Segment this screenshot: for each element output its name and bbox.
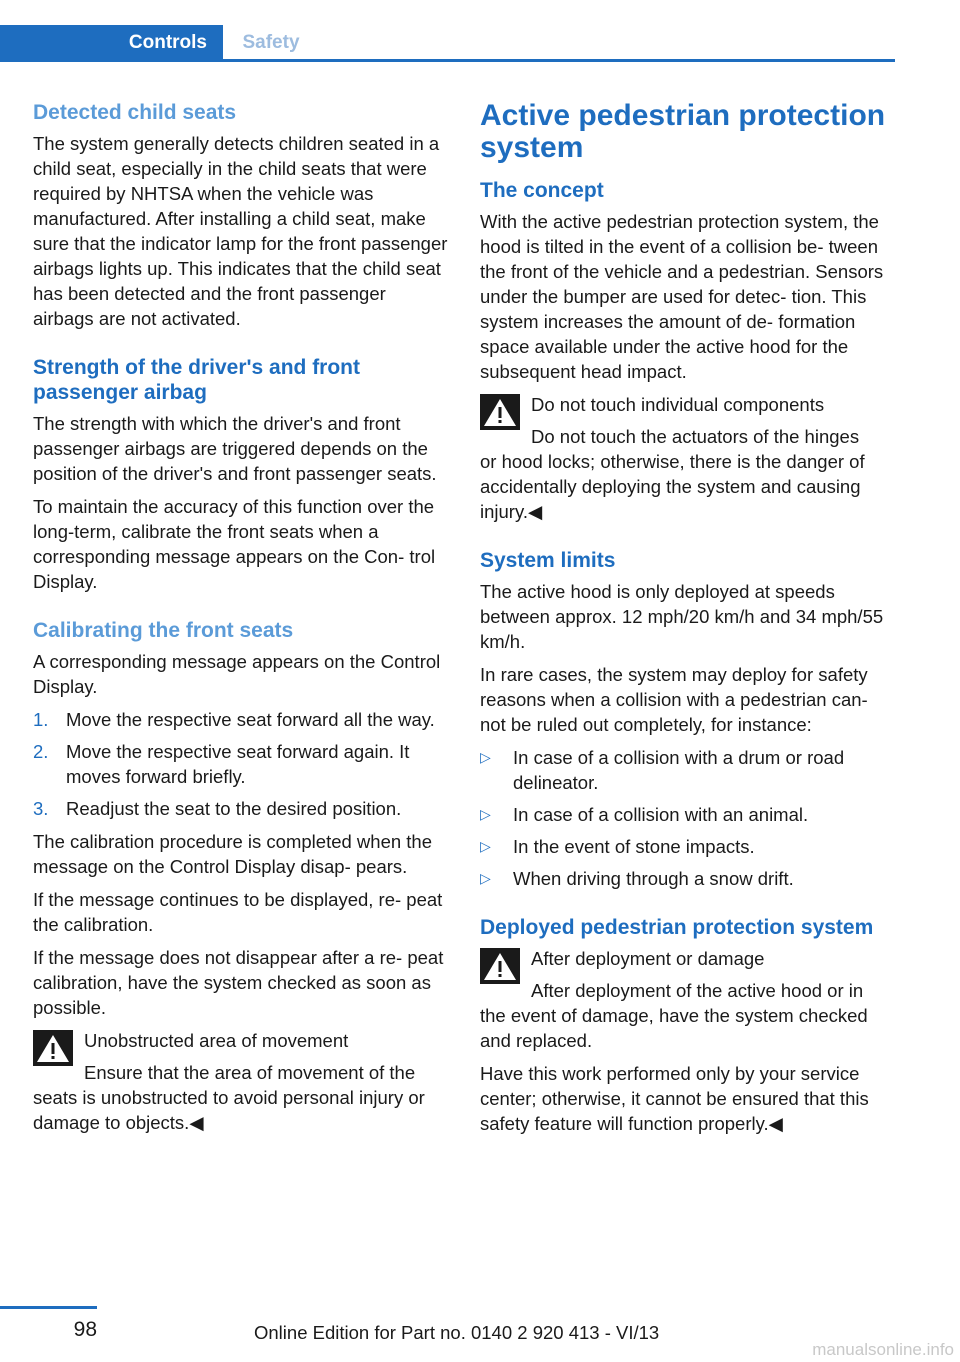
bullet-text: In the event of stone impacts. — [513, 836, 755, 857]
bullet-triangle-icon: ▷ — [480, 749, 491, 765]
warning-body-first: After deployment of the active hood or in — [531, 980, 864, 1001]
warning-icon — [33, 1030, 73, 1066]
paragraph: If the message does not disappear after a re‐ peat calibration, have the system checked as soon as possible. — [33, 947, 444, 1018]
warning-body-first: Do not touch the actuators of the hinges — [531, 426, 860, 447]
paragraph: The system generally detects children seated in a child seat, especially in the child seats that were required by NHTSA when the vehicle was manufactured. After installing a child seat, make sure that the indicator lamp for the front passenger airbags lights up. This indicates that the child seat has been detected and the front passenger airbags are not activated. — [33, 133, 448, 329]
paragraph: The active hood is only deployed at speeds between approx. 12 mph/20 km/h and 34 mph/55 km/h. — [480, 581, 884, 652]
paragraph: Have this work performed only by your service center; otherwise, it cannot be ensured that this safety feature will function properly.◀ — [480, 1063, 869, 1134]
left-column — [33, 100, 451, 1143]
calibration-steps — [33, 707, 451, 821]
watermark: manualsonline.info — [812, 1340, 954, 1359]
step-text: Move the respective seat forward all the way. — [66, 709, 435, 730]
heading-calibrating-seats: Calibrating the front seats — [33, 619, 294, 642]
warning-icon — [480, 948, 520, 984]
warning-box — [480, 392, 898, 524]
list-item — [480, 802, 898, 827]
heading-concept: The concept — [480, 179, 604, 202]
page-number: 98 — [73, 1318, 97, 1341]
paragraph: The strength with which the driver's and front passenger airbags are triggered depends on the position of the driver's and front passenger seats. — [33, 413, 437, 484]
bullet-triangle-icon: ▷ — [480, 806, 491, 822]
list-item — [33, 739, 451, 789]
step-number: 3. — [33, 798, 49, 819]
paragraph: A corresponding message appears on the Control Display. — [33, 651, 441, 697]
warning-box — [33, 1028, 451, 1135]
list-item — [33, 707, 451, 732]
list-item — [33, 796, 451, 821]
warning-body — [33, 1060, 451, 1135]
heading-pedestrian-protection: Active pedestrian protection system — [480, 99, 886, 164]
paragraph: In rare cases, the system may deploy for safety reasons when a collision with a pedestrian can‐ not be ruled out completely, for instance: — [480, 664, 868, 735]
tab-safety[interactable]: Safety — [242, 32, 300, 53]
step-text: Readjust the seat to the desired position. — [66, 798, 402, 819]
footer-rule — [0, 1306, 97, 1309]
paragraph: To maintain the accuracy of this function over the long-term, calibrate the front seats when a corresponding message appears on the Con‐ trol Display. — [33, 496, 436, 592]
heading-detected-child-seats: Detected child seats — [33, 101, 237, 124]
bullet-text: In case of a collision with an animal. — [513, 804, 809, 825]
warning-body-rest: seats is unobstructed to avoid personal injury or damage to objects.◀ — [33, 1087, 425, 1133]
paragraph: The calibration procedure is completed when the message on the Control Display disap‐ pears. — [33, 831, 433, 877]
bullet-triangle-icon: ▷ — [480, 838, 491, 854]
page-header — [0, 25, 895, 62]
header-rule — [0, 59, 895, 62]
list-item — [480, 866, 898, 891]
edition-text: Online Edition for Part no. 0140 2 920 413 - VI/13 — [254, 1322, 660, 1343]
step-number: 1. — [33, 709, 49, 730]
list-item — [480, 745, 898, 795]
warning-title: Do not touch individual components — [531, 394, 825, 415]
tab-controls-label: Controls — [128, 32, 207, 53]
step-text: Move the respective seat forward again. It moves forward briefly. — [66, 741, 410, 787]
step-number: 2. — [33, 741, 49, 762]
limits-list — [480, 745, 898, 891]
warning-body — [480, 424, 898, 524]
bullet-text: When driving through a snow drift. — [513, 868, 794, 889]
warning-icon — [480, 394, 520, 430]
warning-box — [480, 946, 898, 1053]
warning-title: After deployment or damage — [531, 948, 765, 969]
right-column — [480, 100, 898, 1144]
warning-body-rest: the event of damage, have the system checked and replaced. — [480, 1005, 868, 1051]
heading-airbag-strength: Strength of the driver's and front passenger airbag — [33, 356, 361, 404]
bullet-triangle-icon: ▷ — [480, 870, 491, 886]
paragraph: If the message continues to be displayed, re‐ peat the calibration. — [33, 889, 443, 935]
heading-system-limits: System limits — [480, 549, 616, 572]
heading-deployed-protection: Deployed pedestrian protection system — [480, 916, 874, 939]
warning-title: Unobstructed area of movement — [84, 1030, 349, 1051]
paragraph: With the active pedestrian protection system, the hood is tilted in the event of a collision be‐ tween the front of the vehicle and a pedestrian. Sensors under the bumper are used for detec‐ tion. This system increases the amount of de‐ formation space available under the active hood for the subsequent head impact. — [480, 211, 884, 382]
warning-body — [480, 978, 898, 1053]
list-item — [480, 834, 898, 859]
tab-controls[interactable] — [0, 25, 223, 59]
warning-body-first: Ensure that the area of movement of the — [84, 1062, 416, 1083]
bullet-text: In case of a collision with a drum or road delineator. — [513, 747, 845, 793]
warning-body-rest: or hood locks; otherwise, there is the danger of accidentally deploying the system and causing injury.◀ — [480, 451, 865, 522]
